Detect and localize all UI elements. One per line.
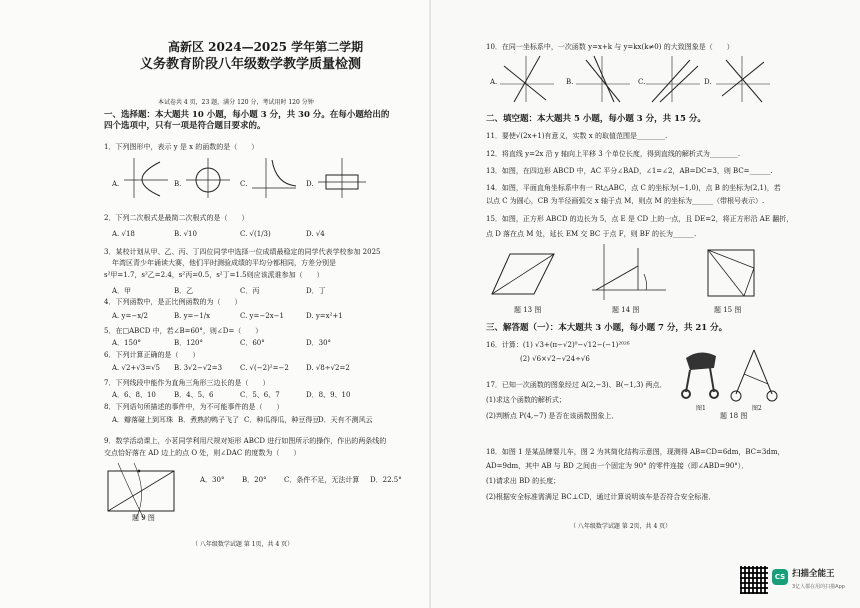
question-17: 17．已知一次函数的图象经过 A(2,−3)、B(−1,3) 两点． xyxy=(486,381,667,389)
q1-option-d: D. xyxy=(306,180,314,188)
question-1: 1．下列图形中，表示 y 是 x 的函数的是（ ） xyxy=(104,143,259,151)
q5-option-c: C．60° xyxy=(240,339,265,347)
q10-option-b: B. xyxy=(566,78,574,86)
question-10: 10．在同一坐标系中，一次函数 y=x+k 与 y=kx(k≠0) 的大致图象是（ ） xyxy=(486,43,734,51)
q10-graph-b xyxy=(576,56,630,102)
q8-option-c: C．种瓜得瓜，种豆得豆 xyxy=(244,416,320,424)
question-17-part1: (1)求这个函数的解析式； xyxy=(486,396,566,404)
question-16-part2: (2) √6×√2−√24÷√6 xyxy=(520,355,590,363)
question-18-line2: AD=9dm，其中 AB 与 BD 之间由一个固定为 90° 的零件连接（即∠ABD=90°）． xyxy=(486,462,749,470)
q18-stroller-photo xyxy=(680,348,722,400)
exam-intro: 本试卷共 4 页，23 题，满分 120 分，考试用时 120 分钟 xyxy=(158,99,314,106)
q1-graph-a xyxy=(124,158,168,198)
question-5: 5．在□ABCD 中，若∠B=60°，则∠D=（ ） xyxy=(104,327,263,335)
q8-option-a: A．瓣落碰上到耳珠 xyxy=(112,416,174,424)
q4-option-b: B. y=−1/x xyxy=(174,312,211,320)
q3-option-b: B．乙 xyxy=(174,287,194,295)
section1-heading-b: 四个选项中，只有一项是符合题目要求的。 xyxy=(104,121,266,131)
q10-graph-d xyxy=(716,56,770,102)
question-18-line1: 18．如图 1 是某品牌婴儿车，图 2 为其简化结构示意图，现测得 AB=CD=6dm，BC=3dm， xyxy=(486,448,785,456)
question-14-line2: 以点 C 为圆心，CB 为半径画弧交 x 轴于点 M，则点 M 的坐标为______（带根号表示）. xyxy=(486,197,765,205)
question-3-line2: 年湾区青少年诵读大赛，他们平时测验成绩的平均分都相同，方差分别是 xyxy=(112,259,336,267)
q9-option-a: A．30° xyxy=(200,476,225,484)
q10-option-a: A. xyxy=(490,78,498,86)
q4-option-a: A. y=−x/2 xyxy=(112,312,148,320)
q1-graph-c xyxy=(252,158,296,198)
q2-option-b: B. √10 xyxy=(174,230,197,238)
q7-option-a: A．6、8、10 xyxy=(112,391,156,399)
q14-figure xyxy=(592,244,666,300)
q9-figure xyxy=(104,463,182,519)
q15-figure xyxy=(706,248,762,300)
q18-figure1-label: 图1 xyxy=(696,405,706,412)
page-fold-divider xyxy=(429,0,431,608)
exam-title-line1: 高新区 2024—2025 学年第二学期 xyxy=(168,40,364,54)
q3-option-a: A．甲 xyxy=(112,287,132,295)
q1-option-a: A. xyxy=(112,180,120,188)
q5-option-d: D．30° xyxy=(306,339,332,347)
question-9-line1: 9．数学活动课上，小茗同学利用尺规对矩形 ABCD 进行如图所示的操作，作出的两条线的 xyxy=(104,437,387,445)
q3-option-d: D．丁 xyxy=(306,287,326,295)
q9-option-c: C．条件不足，无法计算 xyxy=(284,476,360,484)
q3-option-c: C．丙 xyxy=(240,287,260,295)
q5-option-a: A．150° xyxy=(112,339,141,347)
q1-graph-d xyxy=(318,158,366,198)
question-15-line2: 点 D 落在点 M 处，延长 EM 交 BC 于点 F，则 BF 的长为______. xyxy=(486,230,697,238)
q10-graph-a xyxy=(500,56,554,102)
q2-option-d: D. √4 xyxy=(306,230,325,238)
q9-option-d: D．22.5° xyxy=(370,476,402,484)
q2-option-c: C. √(1/3) xyxy=(240,230,271,238)
question-3-line1: 3．某校计划从甲、乙、丙、丁四位同学中选择一位成绩最稳定的同学代表学校参加 2025 xyxy=(104,248,381,256)
q10-option-d: D. xyxy=(704,78,712,86)
section2-heading: 二、填空题：本大题共 5 小题，每小题 3 分，共 15 分。 xyxy=(486,114,706,124)
question-2: 2．下列二次根式是最简二次根式的是（ ） xyxy=(104,214,249,222)
question-13: 13．如图，在四边形 ABCD 中，AC 平分∠BAD，∠1=∠2，AB=DC=3，则 BC=______. xyxy=(486,167,773,175)
exam-title-line2: 义务教育阶段八年级数学教学质量检测 xyxy=(140,57,362,72)
question-18-part2: (2)根据安全标准需满足 BC⊥CD，通过计算说明该车是否符合安全标准． xyxy=(486,493,716,501)
q8-option-b: B．煮熟的鸭子飞了 xyxy=(178,416,240,424)
section3-heading: 三、解答题（一）：本大题共 3 小题，每小题 7 分，共 21 分。 xyxy=(486,323,728,333)
camscanner-tagline: 3亿人都在用的扫描App xyxy=(792,584,845,590)
q18-structure-diagram xyxy=(730,346,780,404)
question-6: 6．下列计算正确的是（ ） xyxy=(104,351,200,359)
question-17-part2: (2)判断点 P(4,−7) 是否在该函数图象上． xyxy=(486,412,619,420)
q1-option-b: B. xyxy=(174,180,182,188)
question-16-part1: 16．计算：(1) √3+(π−√2)⁰−√12−(−1)²⁰²⁶ xyxy=(486,341,630,349)
q9-option-b: B．20° xyxy=(242,476,267,484)
q7-option-c: C．5、6、7 xyxy=(240,391,280,399)
qr-code xyxy=(740,566,768,594)
question-4: 4．下列函数中，是正比例函数的为（ ） xyxy=(104,298,242,306)
q15-figure-caption: 题 15 图 xyxy=(714,306,742,314)
question-9-line2: 交点恰好落在 AD 边上的点 O 处，则∠DAC 的度数为（ ） xyxy=(104,449,301,457)
question-8: 8．下列语句所描述的事件中，为不可能事件的是（ ） xyxy=(104,403,284,411)
q14-figure-caption: 题 14 图 xyxy=(612,306,640,314)
q8-option-d: D．天有不测风云 xyxy=(318,416,373,424)
right-page-footer: （ 八年级数学试题 第 2页，共 4 页） xyxy=(570,523,672,530)
q13-figure-caption: 题 13 图 xyxy=(514,306,542,314)
q10-option-c: C. xyxy=(638,78,646,86)
question-14-line1: 14．如图，平面直角坐标系中有一 Rt△ABC，点 C 的坐标为(−1,0)，点 B 的坐标为(2,1)，若 xyxy=(486,184,781,192)
left-page-footer: （ 八年级数学试题 第 1页，共 4 页） xyxy=(192,541,294,548)
q6-option-c: C. √(−2)²=−2 xyxy=(240,364,289,372)
question-12: 12．将直线 y=2x 沿 y 轴向上平移 3 个单位长度，得到直线的解析式为________. xyxy=(486,150,741,158)
page-right xyxy=(430,0,860,608)
q6-option-d: D. √8÷√2=2 xyxy=(306,364,350,372)
q7-option-d: D．8、9、10 xyxy=(306,391,351,399)
question-11: 11．要使√(2x+1)有意义，实数 x 的取值范围是________. xyxy=(486,132,668,140)
q6-option-a: A. √2+√3=√5 xyxy=(112,364,160,372)
question-18-part1: (1)请求出 BD 的长度； xyxy=(486,477,561,485)
q6-option-b: B. 3√2−√2=3 xyxy=(174,364,223,372)
q9-figure-caption: 题 9 图 xyxy=(132,514,155,522)
question-7: 7．下列线段中能作为直角三角形三边长的是（ ） xyxy=(104,379,270,387)
question-3-line3: s²甲=1.7，s²乙=2.4，s²丙=0.5，s²丁=1.5则应该派谁参加（ ） xyxy=(104,271,324,279)
q10-graph-c xyxy=(646,56,700,102)
q7-option-b: B．4、5、6 xyxy=(174,391,214,399)
q18-figure2-label: 图2 xyxy=(752,405,762,412)
q5-option-b: B．120° xyxy=(174,339,204,347)
section1-heading-a: 一、选择题：本大题共 10 小题，每小题 3 分，共 30 分。在每小题给出的 xyxy=(104,110,390,120)
q4-option-d: D. y=x²+1 xyxy=(306,312,343,320)
q2-option-a: A. √18 xyxy=(112,230,135,238)
q1-graph-b xyxy=(186,158,230,198)
q1-option-c: C. xyxy=(240,180,248,188)
camscanner-brand-name: 扫描全能王 xyxy=(792,569,835,579)
q4-option-c: C. y=−2x−1 xyxy=(240,312,284,320)
camscanner-logo-icon: CS xyxy=(772,569,788,585)
q13-figure xyxy=(488,248,558,298)
question-15-line1: 15．如图，正方形 ABCD 的边长为 5，点 E 是 CD 上的一点，且 DE=2，将正方形沿 AE 翻折， xyxy=(486,215,794,223)
q18-figure-caption: 题 18 图 xyxy=(720,412,748,420)
